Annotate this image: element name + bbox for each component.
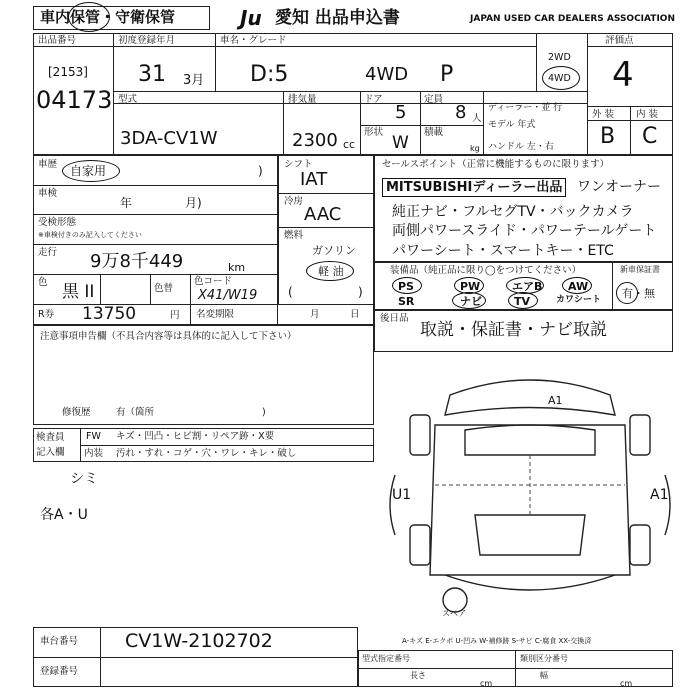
interior-grade: C — [642, 124, 658, 149]
reg-month: 3月 — [183, 73, 205, 88]
exterior-grade: B — [600, 124, 616, 149]
type-designation-label: 型式指定番号 — [362, 654, 410, 663]
storage-note: 車内保管・守衛保管 — [40, 8, 176, 26]
first-registration-label: 初度登録年月 — [118, 35, 176, 46]
fw-label: FW — [86, 431, 101, 442]
ps-circle — [392, 277, 422, 294]
car-history-circle — [62, 160, 120, 182]
interior-codes: 汚れ・すれ・コゲ・穴・ワレ・キレ・破し — [116, 448, 297, 459]
sales-line-1: ワンオーナー — [577, 179, 661, 195]
tv-circle — [508, 292, 538, 309]
chassis-number: CV1W-2102702 — [125, 630, 273, 652]
extras-label: 後日品 — [380, 313, 409, 324]
org-english: JAPAN USED CAR DEALERS ASSOCIATION — [470, 14, 675, 24]
storage-note-circle — [68, 2, 110, 32]
ju-logo: Ju — [240, 6, 262, 30]
model: 3DA-CV1W — [120, 128, 218, 149]
recycle-label: R券 — [38, 309, 55, 320]
width-unit: cm — [620, 679, 633, 688]
sales-line-4: パワーシート・スマートキー・ETC — [392, 243, 614, 259]
load-label: 積載 — [424, 127, 444, 138]
registration-form-label: 受検形態 — [38, 217, 77, 228]
equip-navi: ナビ — [460, 295, 482, 308]
category-number-label: 類別区分番号 — [520, 654, 568, 663]
drive-4wd: 4WD — [548, 73, 571, 84]
displacement: 2300 — [292, 130, 338, 151]
warranty-options: 有・無 — [622, 287, 655, 300]
warranty-circle — [616, 282, 638, 304]
color: 黒 II — [62, 282, 95, 302]
equip-tv: TV — [514, 295, 531, 308]
model-label: 型式 — [118, 94, 138, 105]
lot-number-label: 出品番号 — [38, 35, 77, 46]
lot-bracket: [2153] — [48, 65, 88, 79]
sales-line-3: 両側パワースライド・パワーテールゲート — [392, 223, 657, 239]
interior-note-2: 各A・U — [40, 507, 88, 523]
color-code-label: 色コード — [194, 276, 233, 287]
repair-history-label: 修復歴 — [62, 407, 91, 418]
fuel-label: 燃料 — [284, 230, 304, 241]
drive-2wd: 2WD — [548, 52, 571, 63]
car-history-value: 自家用 — [70, 164, 107, 178]
interior-label: 内 装 — [636, 109, 659, 120]
capacity-unit: 人 — [472, 113, 482, 124]
reg-year: 31 — [138, 62, 166, 87]
sales-points-label: セールスポイント（正常に機能するものに限ります） — [382, 159, 610, 170]
color-code: X41/W19 — [198, 288, 258, 303]
brand-badge: MITSUBISHIディーラー出品 — [382, 178, 566, 197]
entry-label: 記入欄 — [36, 447, 65, 458]
damage-legend: A-キズ E-エクボ U-凹み W-補修跡 S-サビ C-腐食 XX-交換済 — [402, 637, 592, 645]
inspection-label: 車検 — [38, 188, 58, 199]
recycle: 13750 — [82, 304, 137, 324]
car-name: D:5 — [250, 62, 289, 87]
displacement-unit: cc — [343, 138, 356, 151]
equip-seat: カワシート — [556, 295, 602, 305]
inspection-month-day: 月) — [185, 196, 202, 210]
new-car-warranty-label: 新車保証書 — [620, 265, 660, 274]
extras-value: 取説・保証書・ナビ取説 — [420, 320, 607, 340]
shape: W — [392, 133, 409, 153]
spare-label: スペア — [442, 609, 466, 618]
registration-number-label: 登録番号 — [40, 666, 79, 677]
aw-circle — [562, 277, 592, 294]
cooler: AAC — [304, 204, 342, 225]
doors-label: ドア — [364, 94, 383, 105]
mileage-unit: km — [228, 261, 246, 274]
shift: IAT — [300, 169, 328, 190]
score: 4 — [612, 55, 634, 95]
score-label: 評価点 — [605, 35, 634, 46]
recycle-unit: 円 — [170, 310, 180, 321]
fuel-type: 軽 油 — [318, 265, 344, 278]
registration-form-note: ※車検付きのみ記入してください — [38, 231, 142, 239]
doors: 5 — [395, 102, 407, 123]
dealer-import-label: ディーラー・並 行 — [488, 103, 563, 113]
deadline-month: 月 — [310, 309, 320, 320]
interior-note-1: シミ — [70, 471, 98, 487]
diagram-mark-right: A1 — [650, 487, 669, 503]
color-label: 色 — [38, 277, 48, 288]
mileage: 9万8千449 — [90, 251, 184, 272]
org-title: 愛知 出品申込書 — [275, 8, 400, 28]
cooler-label: 冷房 — [284, 196, 304, 207]
inspection-year: 年 — [120, 196, 133, 210]
model-year-label: モデル 年式 — [488, 120, 536, 130]
load-unit: kg — [470, 144, 480, 153]
notes-title: 注意事項申告欄（不具合内容等は具体的に記入して下さい） — [40, 331, 297, 342]
fw-codes: キズ・凹凸・ヒビ割・リペア跡・X要 — [116, 431, 275, 442]
capacity: 8 — [455, 102, 467, 123]
inspector-label: 検査員 — [36, 432, 65, 443]
equip-airbag: エアB — [512, 280, 543, 293]
diagram-mark-left: U1 — [392, 487, 412, 503]
interior-short-label: 内装 — [84, 448, 104, 459]
color-change-label: 色替 — [154, 283, 174, 294]
lot-number: 04173 — [36, 86, 113, 114]
car-history-label: 車歴 — [38, 159, 58, 170]
chassis-number-label: 車台番号 — [40, 636, 79, 647]
shift-label: シフト — [284, 159, 313, 170]
deadline-day: 日 — [350, 309, 360, 320]
shape-label: 形状 — [364, 127, 384, 138]
mileage-label: 走行 — [38, 247, 58, 258]
repair-history-value: 有（箇所 — [116, 407, 155, 418]
fuel-gasoline: ガソリン — [312, 244, 356, 257]
width-label: 幅 — [540, 671, 548, 680]
displacement-label: 排気量 — [288, 94, 317, 105]
grade: P — [440, 62, 454, 87]
length-label: 長さ — [410, 671, 426, 680]
diagram-mark-top: A1 — [548, 394, 563, 407]
equip-sr: SR — [398, 295, 415, 308]
sales-line-2: 純正ナビ・フルセグTV・バックカメラ — [392, 204, 634, 220]
fuel-type-circle — [306, 261, 354, 281]
name-change-deadline-label: 名変期限 — [196, 309, 235, 320]
equip-pw: PW — [460, 280, 481, 293]
car-diagram — [380, 355, 680, 620]
length-unit: cm — [480, 679, 493, 688]
drive-type: 4WD — [365, 64, 409, 85]
exterior-label: 外 装 — [592, 109, 615, 120]
capacity-label: 定員 — [424, 94, 444, 105]
car-name-label: 車名・グレード — [220, 35, 287, 46]
equip-aw: AW — [568, 280, 589, 293]
navi-circle — [452, 292, 486, 309]
drive-4wd-circle — [542, 66, 580, 90]
equip-ps: PS — [398, 280, 414, 293]
steering-label: ハンドル 左・右 — [488, 142, 554, 152]
equipment-label: 装備品（純正品に限り◯をつけてください） — [390, 265, 582, 276]
